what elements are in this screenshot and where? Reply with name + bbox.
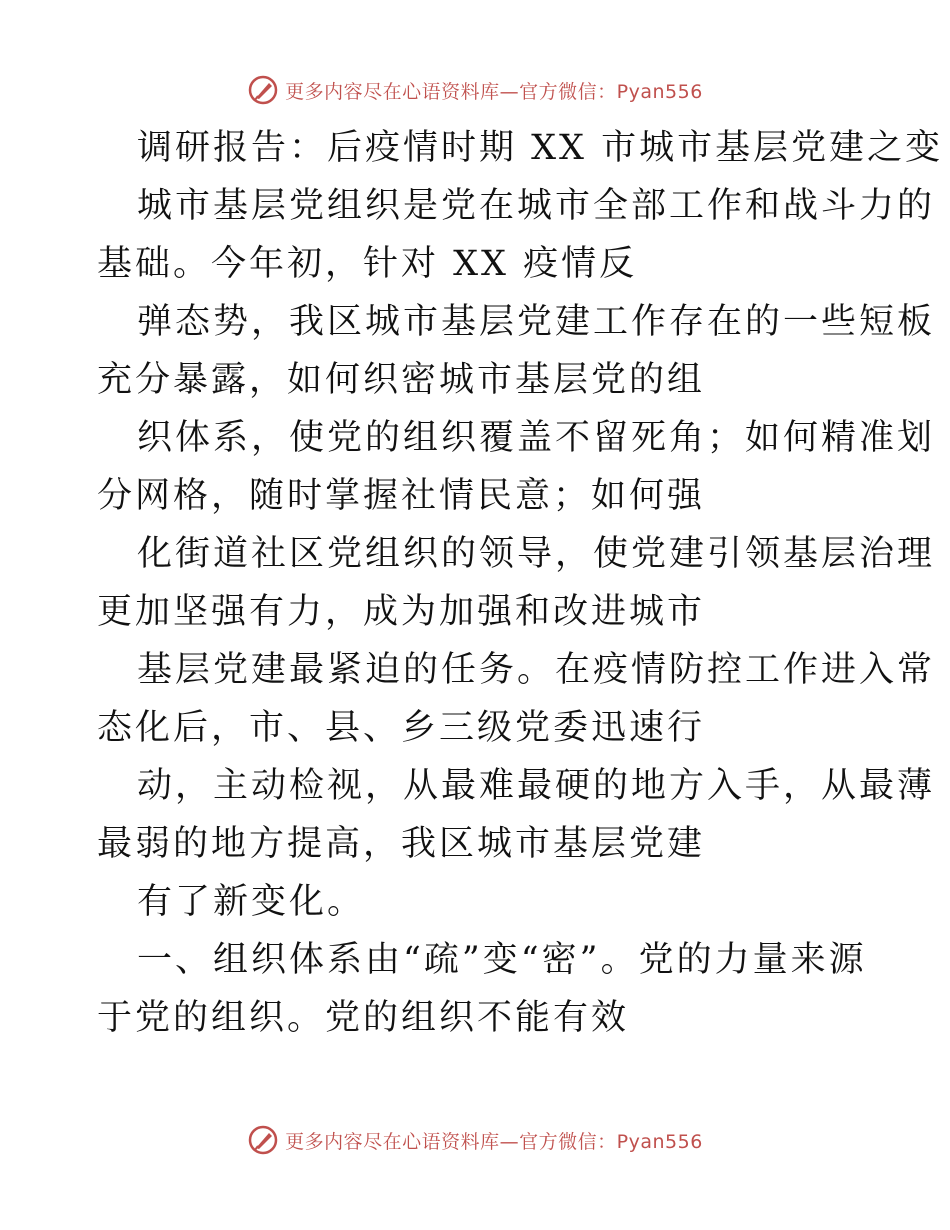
paragraph-line: 化街道社区党组织的领导，使党建引领基层治理	[137, 534, 936, 574]
paragraph-line: 分网格，随时掌握社情民意；如何强	[97, 476, 706, 516]
footer-watermark	[0, 1120, 950, 1160]
paragraph-line: 更加坚强有力，成为加强和改进城市	[97, 592, 706, 632]
document-title: 调研报告：后疫情时期 XX 市城市基层党建之变	[137, 128, 944, 168]
header-watermark	[0, 70, 950, 110]
paragraph-line: 有了新变化。	[137, 882, 366, 922]
paragraph-line: 城市基层党组织是党在城市全部工作和战斗力的	[137, 186, 936, 226]
paragraph-line: 基础。今年初，针对 XX 疫情反	[97, 244, 638, 284]
paragraph-line: 弹态势，我区城市基层党建工作存在的一些短板	[137, 302, 936, 342]
section-heading-line: 一、组织体系由“疏”变“密”。党的力量来源	[137, 940, 867, 980]
feather-pen-icon	[247, 1124, 279, 1156]
feather-pen-icon	[247, 74, 279, 106]
paragraph-line: 充分暴露，如何织密城市基层党的组	[97, 360, 706, 400]
paragraph-line: 于党的组织。党的组织不能有效	[97, 998, 630, 1038]
paragraph-line: 动，主动检视，从最难最硬的地方入手，从最薄	[137, 766, 936, 806]
watermark-text: 更多内容尽在心语资料库—官方微信：Pyan556	[285, 1130, 703, 1153]
paragraph-line: 织体系，使党的组织覆盖不留死角；如何精准划	[137, 418, 936, 458]
watermark-text: 更多内容尽在心语资料库—官方微信：Pyan556	[285, 80, 703, 103]
paragraph-line: 最弱的地方提高，我区城市基层党建	[97, 824, 706, 864]
paragraph-line: 态化后，市、县、乡三级党委迅速行	[97, 708, 706, 748]
document-body	[97, 119, 944, 1047]
paragraph-line: 基层党建最紧迫的任务。在疫情防控工作进入常	[137, 650, 936, 690]
